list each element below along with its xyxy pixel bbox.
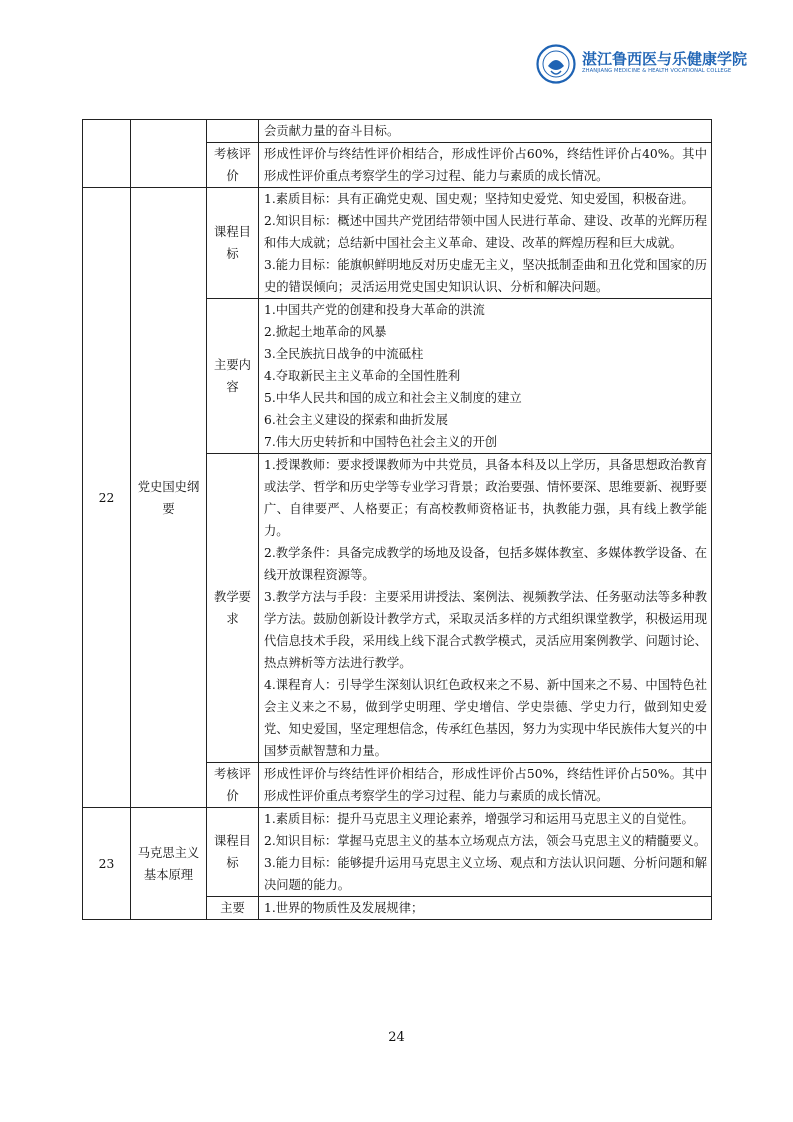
curriculum-table [82, 119, 712, 920]
course-name: 马克思主义基本原理 [131, 808, 207, 920]
assessment-label: 考核评价 [207, 143, 259, 188]
objective-item: 1.素质目标：提升马克思主义理论素养，增强学习和运用马克思主义的自觉性。 [264, 812, 694, 826]
requirement-item: 4.课程育人：引导学生深刻认识红色政权来之不易、新中国来之不易、中国特色社会主义来之不易，做到学史明理、学史增信、学史崇德、学史力行，做到知史爱党、知史爱国，坚定理想信念，传承红色基因，努力为实现中华民族伟大复兴的中国梦贡献智慧和力量。 [264, 678, 707, 758]
continuation-text: 会贡献力量的奋斗目标。 [259, 120, 712, 143]
assessment-text: 形成性评价与终结性评价相结合，形成性评价占60%，终结性评价占40%。其中形成性评价重点考察学生的学习过程、能力与素质的成长情况。 [259, 143, 712, 188]
requirements-label: 教学要求 [207, 454, 259, 763]
content-item: 1.中国共产党的创建和投身大革命的洪流 [264, 303, 485, 317]
course-number-cell [83, 120, 131, 188]
college-logo [536, 44, 748, 86]
logo-chinese-name: 湛江鲁西医与乐健康学院 [582, 50, 748, 68]
objective-item: 3.能力目标：能够提升运用马克思主义立场、观点和方法认识问题、分析问题和解决问题的能力。 [264, 856, 707, 892]
course-name: 党史国史纲要 [131, 188, 207, 808]
objective-item: 1.素质目标：具有正确党史观、国史观；坚持知史爱党、知史爱国，积极奋进。 [264, 192, 694, 206]
objectives-label: 课程目标 [207, 808, 259, 897]
requirement-item: 1.授课教师：要求授课教师为中共党员，具备本科及以上学历，具备思想政治教育或法学、哲学和历史学等专业学习背景；政治要强、情怀要深、思维要新、视野要广、自律要严、人格要正；有高校教师资格证书，执教能力强，具有线上教学能力。 [264, 458, 707, 538]
table-row [83, 808, 712, 897]
objectives-text [259, 188, 712, 299]
assessment-text: 形成性评价与终结性评价相结合，形成性评价占50%，终结性评价占50%。其中形成性评价重点考察学生的学习过程、能力与素质的成长情况。 [259, 763, 712, 808]
requirement-item: 3.教学方法与手段：主要采用讲授法、案例法、视频教学法、任务驱动法等多种教学方法。鼓励创新设计教学方式，采取灵活多样的方式组织课堂教学，积极运用现代信息技术手段，采用线上线下混合式教学模式，灵活应用案例教学、问题讨论、热点辨析等方法进行教学。 [264, 590, 707, 670]
content-item: 6.社会主义建设的探索和曲折发展 [264, 413, 448, 427]
content-item: 5.中华人民共和国的成立和社会主义制度的建立 [264, 391, 522, 405]
objectives-label: 课程目标 [207, 188, 259, 299]
row-label-cell [207, 120, 259, 143]
objective-item: 2.知识目标：掌握马克思主义的基本立场观点方法，领会马克思主义的精髓要义。 [264, 834, 707, 848]
content-item: 7.伟大历史转折和中国特色社会主义的开创 [264, 435, 498, 449]
course-number: 23 [83, 808, 131, 920]
assessment-label: 考核评价 [207, 763, 259, 808]
college-seal-icon [536, 44, 576, 84]
requirements-text [259, 454, 712, 763]
content-item: 4.夺取新民主主义革命的全国性胜利 [264, 369, 461, 383]
content-item: 3.全民族抗日战争的中流砥柱 [264, 347, 424, 361]
table-row [83, 188, 712, 299]
content-label: 主要 [207, 897, 259, 920]
logo-english-name: ZHANJIANG MEDICINE & HEALTH VOCATIONAL COLLEGE [582, 68, 732, 74]
content-text [259, 897, 712, 920]
objectives-text [259, 808, 712, 897]
content-item: 1.世界的物质性及发展规律； [264, 901, 424, 915]
content-label: 主要内容 [207, 299, 259, 454]
course-name-cell [131, 120, 207, 188]
objective-item: 3.能力目标：能旗帜鲜明地反对历史虚无主义，坚决抵制歪曲和丑化党和国家的历史的错误倾向；灵活运用党史国史知识认识、分析和解决问题。 [264, 258, 707, 294]
content-item: 2.掀起土地革命的风暴 [264, 325, 387, 339]
table-row [83, 120, 712, 143]
requirement-item: 2.教学条件：具备完成教学的场地及设备，包括多媒体教室、多媒体教学设备、在线开放课程资源等。 [264, 546, 707, 582]
course-number: 22 [83, 188, 131, 808]
page-number: 24 [388, 1030, 405, 1045]
content-text [259, 299, 712, 454]
objective-item: 2.知识目标：概述中国共产党团结带领中国人民进行革命、建设、改革的光辉历程和伟大成就；总结新中国社会主义革命、建设、改革的辉煌历程和巨大成就。 [264, 214, 707, 250]
